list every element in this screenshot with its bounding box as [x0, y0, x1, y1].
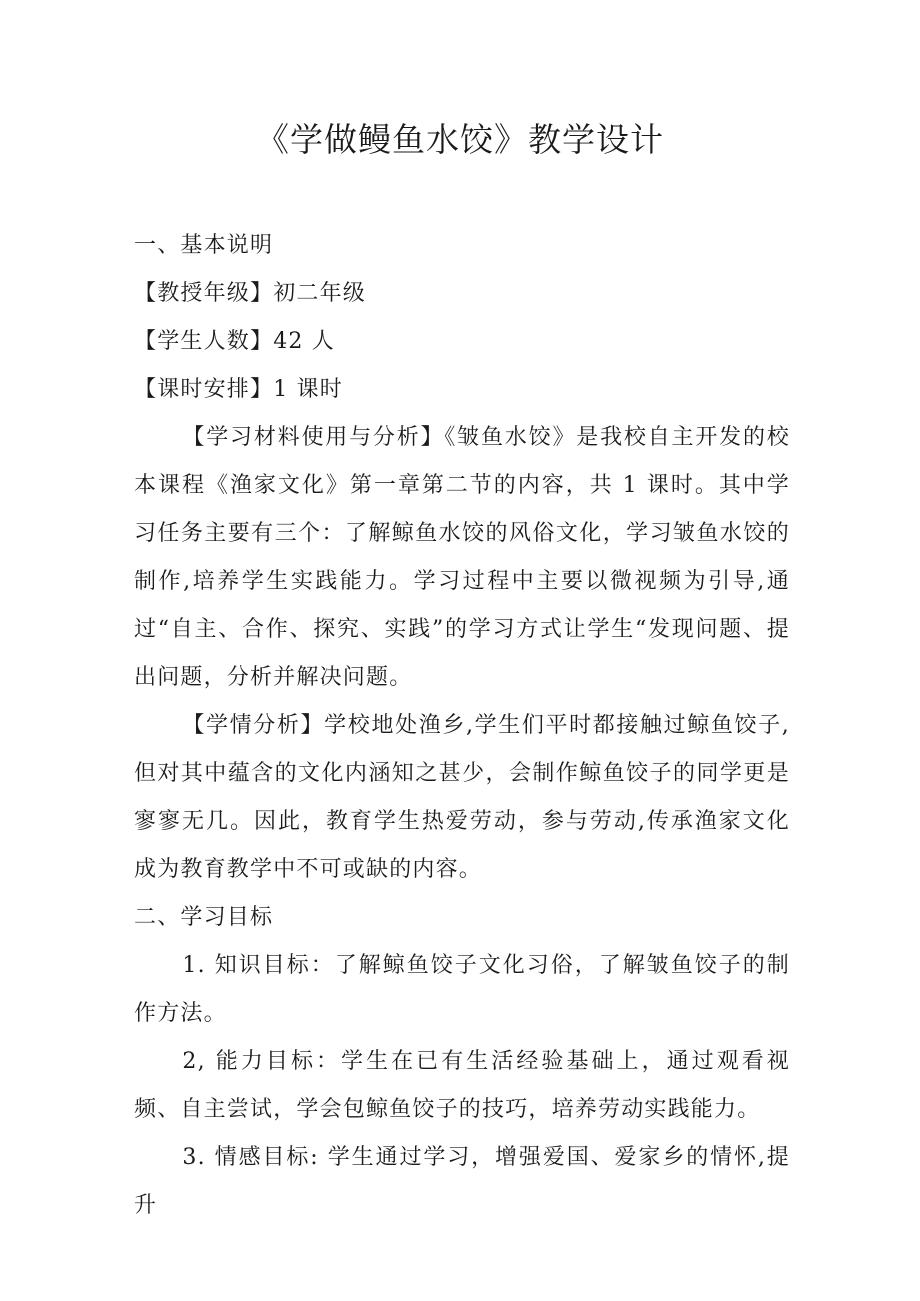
- document-body: [134, 222, 790, 1230]
- students-line: 【学生人数】42 人: [134, 329, 335, 354]
- document-title: 《学做鳗鱼水饺》教学设计: [256, 120, 664, 159]
- learner-analysis-paragraph: 【学情分析】学校地处渔乡,学生们平时都接触过鲸鱼饺子,但对其中蕴含的文化内涵知之甚少，会制作鲸鱼饺子的同学更是寥寥无几。因此，教育学生热爱劳动，参与劳动,传承渔家文化成为教育教学中不可或缺的内容。: [134, 713, 790, 882]
- goal-emotion: 3. 情感目标: 学生通过学习，增强爱国、爱家乡的情怀,提升: [134, 1145, 790, 1218]
- materials-paragraph: 【学习材料使用与分析】《皱鱼水饺》是我校自主开发的校本课程《渔家文化》第一章第二节的内容，共 1 课时。其中学习任务主要有三个：了解鲸鱼水饺的风俗文化，学习皱鱼水饺的制作,培养学生实践能力。学习过程中主要以微视频为引导,通过“自主、合作、探究、实践”的学习方式让学生“发现问题、提出问题，分析并解决问题。: [134, 425, 790, 690]
- goal-knowledge: 1. 知识目标：了解鲸鱼饺子文化习俗，了解皱鱼饺子的制作方法。: [134, 953, 790, 1026]
- section-heading-basic-info: 一、基本说明: [134, 233, 274, 258]
- schedule-line: 【课时安排】1 课时: [134, 377, 343, 402]
- goal-ability: 2, 能力目标：学生在已有生活经验基础上，通过观看视频、自主尝试，学会包鲸鱼饺子的技巧，培养劳动实践能力。: [134, 1049, 790, 1122]
- grade-line: 【教授年级】初二年级: [134, 281, 367, 306]
- section-heading-goals: 二、学习目标: [134, 905, 274, 930]
